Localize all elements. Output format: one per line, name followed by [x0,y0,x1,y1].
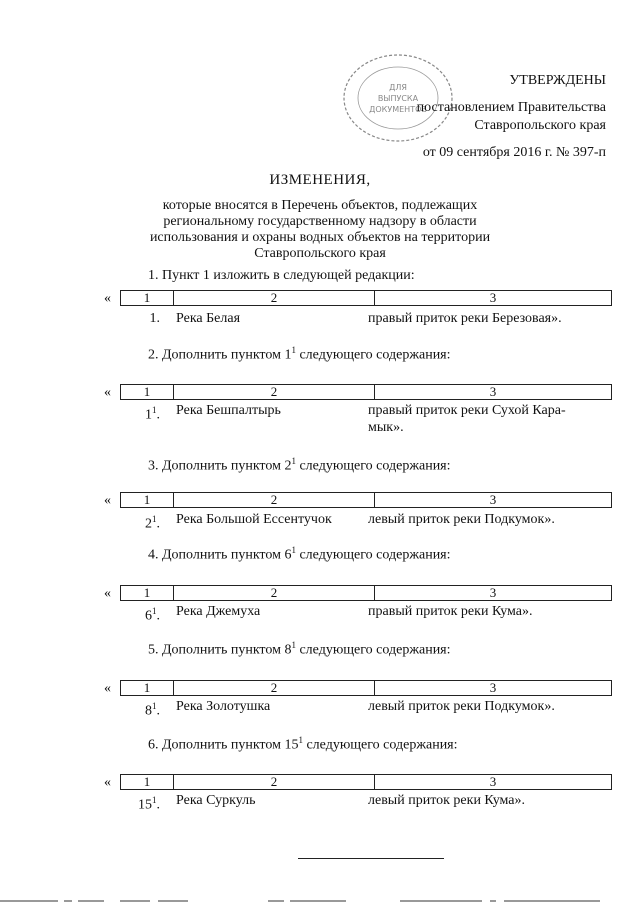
table-header [120,492,612,508]
quote-mark: « [104,775,111,790]
table-header [120,585,612,601]
col-3-header: 3 [489,290,497,305]
col-3-header: 3 [489,492,497,507]
instruction-6: 6. Дополнить пунктом $15^1$ следующего содержания: [148,735,458,753]
col-2-header: 2 [174,775,375,789]
quote-mark: « [104,493,111,508]
col-2-header: 2 [174,385,375,399]
col-1-header: 1 [121,385,174,399]
col-2-header: 2 [174,493,375,507]
stamp-text-2: ВЫПУСКА [377,94,419,103]
stamp-text-3: ДОКУМЕНТОВ [369,105,427,114]
river-description: правый приток реки Сухой Кара-мык». [368,403,566,435]
river-description: правый приток реки Березовая». [368,311,562,326]
col-3-header: 3 [489,774,497,789]
instruction-4: 4. Дополнить пунктом $6^1$ следующего содержания: [148,545,451,563]
col-1-header: 1 [121,775,174,789]
instruction-1: 1. Пункт 1 изложить в следующей редакции: [148,268,415,283]
river-name: Река Большой Ессентучок [176,512,332,527]
row-number: 1. [149,311,160,326]
col-1-header: 1 [121,681,174,695]
col-2-header: 2 [174,681,375,695]
col-3-header: 3 [489,384,497,399]
quote-mark: « [104,385,111,400]
end-divider-line [298,858,444,859]
col-3-header: 3 [489,680,497,695]
document-title: ИЗМЕНЕНИЯ, [269,172,371,188]
quote-mark: « [104,291,111,306]
col-2-header: 2 [174,291,375,305]
approval-line-1: УТВЕРЖДЕНЫ [509,73,606,88]
table-header [120,384,612,400]
col-1-header: 1 [121,493,174,507]
footer-dashed-line [0,898,640,904]
approval-line-4: от 09 сентября 2016 г. № 397-п [422,145,606,160]
stamp-text-1: ДЛЯ [389,83,407,92]
row-number: $1^1$. [145,405,160,423]
river-description: правый приток реки Кума». [368,604,533,619]
river-description: левый приток реки Подкумок». [368,699,555,714]
river-description: левый приток реки Подкумок». [368,512,555,527]
col-3-header: 3 [489,585,497,600]
row-number: $15^1$. [138,795,160,813]
instruction-3: 3. Дополнить пунктом $2^1$ следующего содержания: [148,456,451,474]
table-header [120,290,612,306]
row-number: $8^1$. [145,701,160,719]
row-number: $2^1$. [145,514,160,532]
instruction-2: 2. Дополнить пунктом $1^1$ следующего содержания: [148,345,451,363]
table-header [120,774,612,790]
river-name: Река Суркуль [176,793,256,808]
river-name: Река Бешпалтырь [176,403,281,418]
river-name: Река Золотушка [176,699,271,714]
instruction-5: 5. Дополнить пунктом $8^1$ следующего содержания: [148,640,451,658]
approval-line-2: постановлением Правительства [416,100,606,115]
row-number: $6^1$. [145,606,160,624]
approval-line-3: Ставропольского края [474,118,606,133]
col-1-header: 1 [121,291,174,305]
document-subtitle: которые вносятся в Перечень объектов, подлежащих региональному государственному надзору в области использования и охраны водных объектов на территории Ставропольского края [149,198,491,261]
col-2-header: 2 [174,586,375,600]
river-description: левый приток реки Кума». [368,793,526,808]
river-name: Река Белая [176,311,241,326]
col-1-header: 1 [121,586,174,600]
quote-mark: « [104,586,111,601]
quote-mark: « [104,681,111,696]
approval-block [417,72,606,162]
river-name: Река Джемуха [176,604,261,619]
table-header [120,680,612,696]
